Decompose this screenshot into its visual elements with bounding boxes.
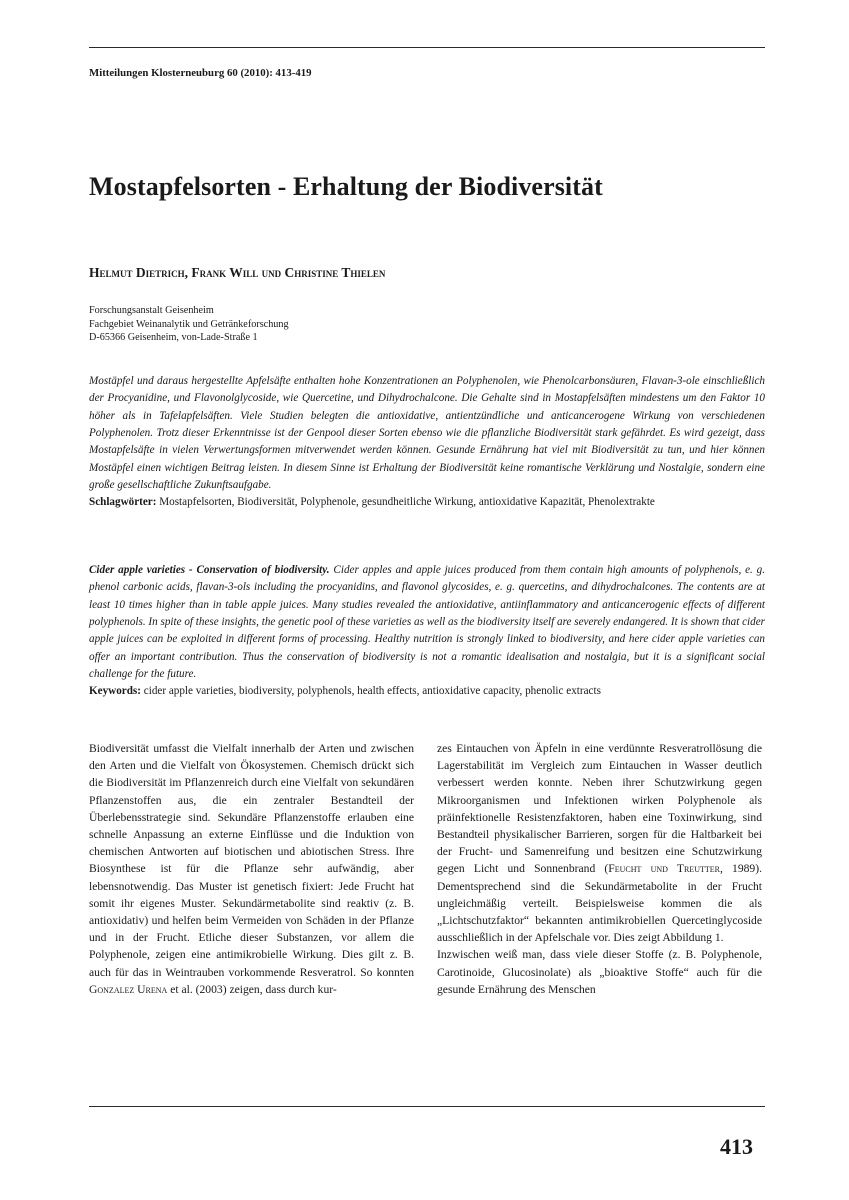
top-rule: [89, 47, 765, 48]
keywords-english-text: cider apple varieties, biodiversity, polyphenols, health effects, antioxidative capacity, phenolic extracts: [143, 685, 601, 698]
affiliation-line-3: D-65366 Geisenheim, von-Lade-Straße 1: [89, 332, 258, 343]
body-column-right: [437, 740, 762, 998]
bottom-rule: [89, 1106, 765, 1107]
abstract-german-text: Mostäpfel und daraus hergestellte Apfelsäfte enthalten hohe Konzentrationen an Polyphenolen, wie Phenolcarbonsäuren, Flavan-3-ole einschließlich der Procyanidine, und Flavonolglycoside, wie Quercetine, und Dihydrochalcone. Die Gehalte sind in Mostapfelsäften mindestens um den Faktor 10 höher als in Tafelapfelsäften. Viele Studien belegten die antioxidative, antientzündliche und anticancerogene Wirkung von verschiedenen Polyphenolen. Trotz dieser Erkenntnisse ist der Genpool dieser Sorten ebenso wie die pflanzliche Biodiversität stark gefährdet. Es wird gezeigt, dass Mostapfelsäfte in vielen Verwertungsformen mitverwendet werden können. Gesunde Ernährung hat viel mit Biodiversität zu tun, und hier können Mostäpfel einen wichtigen Beitrag leisten. In diesem Sinne ist Erhaltung der Biodiversität keine romantische Verklärung und Nostalgie, sondern eine große gesellschaftliche Zukunftsaufgabe.: [89, 375, 765, 492]
body-paragraph: [89, 740, 414, 998]
author-line: Helmut Dietrich, Frank Will und Christine Thielen: [89, 265, 386, 280]
body-text: , 1989). Dementsprechend sind die Sekundärmetabolite in der Frucht ungleichmäßig verteilt. Beispielsweise kommen die als „Lichtschutzfaktor“ bekannten antimikrobiellen Quercetinglycoside ausschließlich in der Apfelschale vor. Dies zeigt Abbildung 1.: [437, 862, 762, 945]
body-text: et al. (2003) zeigen, dass durch kur-: [170, 982, 337, 996]
citation-author: Gonzalez Urena: [89, 982, 168, 996]
keywords-german-text: Mostapfelsorten, Biodiversität, Polyphenole, gesundheitliche Wirkung, antioxidative Kapazität, Phenolextrakte: [159, 496, 655, 509]
keywords-german: [89, 494, 765, 511]
keywords-english: [89, 683, 765, 700]
abstract-english-lead: Cider apple varieties - Conservation of biodiversity.: [89, 564, 330, 576]
abstract-german: [89, 373, 765, 512]
article-title: Mostapfelsorten - Erhaltung der Biodiversität: [89, 172, 603, 201]
page-number: 413: [720, 1134, 753, 1159]
affiliation-line-1: Forschungsanstalt Geisenheim: [89, 305, 214, 316]
body-paragraph: [437, 740, 762, 946]
abstract-english: [89, 562, 765, 701]
body-text: Biodiversität umfasst die Vielfalt innerhalb der Arten und zwischen den Arten und die Vielfalt von Ökosystemen. Chemisch drückt sich die Biodiversität im Pflanzenreich durch eine Vielfalt von sekundären Pflanzenstoffen aus, die ein zentraler Bestandteil der Überlebensstrategie sind. Sekundäre Pflanzenstoffe erlauben eine schnelle Anpassung an externe Einflüsse und die Induktion von chemischen Antworten auf biotischen und abiotischen Stress. Ihre Biosynthese ist für die Pflanze sehr aufwändig, aber lebensnotwendig. Das Muster ist genetisch fixiert: Jede Frucht hat somit ihr eigenes Muster. Sekundärmetabolite sind reaktiv (z. B. antioxidativ) und helfen beim Vermeiden von Schäden in der Pflanze und in der Frucht. Etliche dieser Substanzen, vor allem die Polyphenole, zeigen eine antimikrobielle Wirkung. Dies gilt z. B. auch für das in Weintrauben vorkommende Resveratrol. So konnten: [89, 742, 414, 979]
abstract-english-text: Cider apples and apple juices produced from them contain high amounts of polyphenols, e. g. phenol carbonic acids, flavan-3-ols including the procyanidins, and flavonol glycosides, e. g. quercetins, and dihydrochalcones. The contents are at least 10 times higher than in table apple juices. Many studies revealed the antioxidative, antiinflammatory and anticancerogenic effects of different polyphenols. In spite of these insights, the genetic pool of these varieties as well as the biodiversity itself are severely endangered. It is shown that cider apple juices can be exploited in different forms of processing. Healthy nutrition is strongly linked to biodiversity, and here cider apple varieties can offer an important contribution. Thus the conservation of biodiversity is not a romantic idealisation and nostalgia, but it is a significant social challenge for the future.: [89, 564, 765, 681]
body-column-left: [89, 740, 414, 998]
affiliation-block: [89, 304, 289, 345]
body-text: zes Eintauchen von Äpfeln in eine verdünnte Resveratrollösung die Lagerstabilität im Vergleich zum Eintauchen in Wasser deutlich verbessert werden konnte. Neben ihrer Schutzwirkung gegen Mikroorganismen und Infektionen wirken Polyphenole als präinfektionelle Resistenzfaktoren, haben eine Toxinwirkung, sind Bestandteil physikalischer Barrieren, sorgen für die Haltbarkeit bei der Frucht- und Samenreifung und besitzen eine Schutzwirkung gegen Licht und Sonnenbrand (: [437, 742, 762, 876]
affiliation-line-2: Fachgebiet Weinanalytik und Getränkeforschung: [89, 318, 289, 330]
journal-citation: Mitteilungen Klosterneuburg 60 (2010): 413-419: [89, 67, 312, 79]
body-paragraph: Inzwischen weiß man, dass viele dieser Stoffe (z. B. Polyphenole, Carotinoide, Glucosinolate) als „bioaktive Stoffe“ auch für die gesunde Ernährung des Menschen: [437, 948, 762, 996]
keywords-german-label: Schlagwörter:: [89, 496, 157, 509]
keywords-english-label: Keywords:: [89, 685, 141, 698]
citation-author: Feucht und Treutter: [608, 862, 720, 876]
